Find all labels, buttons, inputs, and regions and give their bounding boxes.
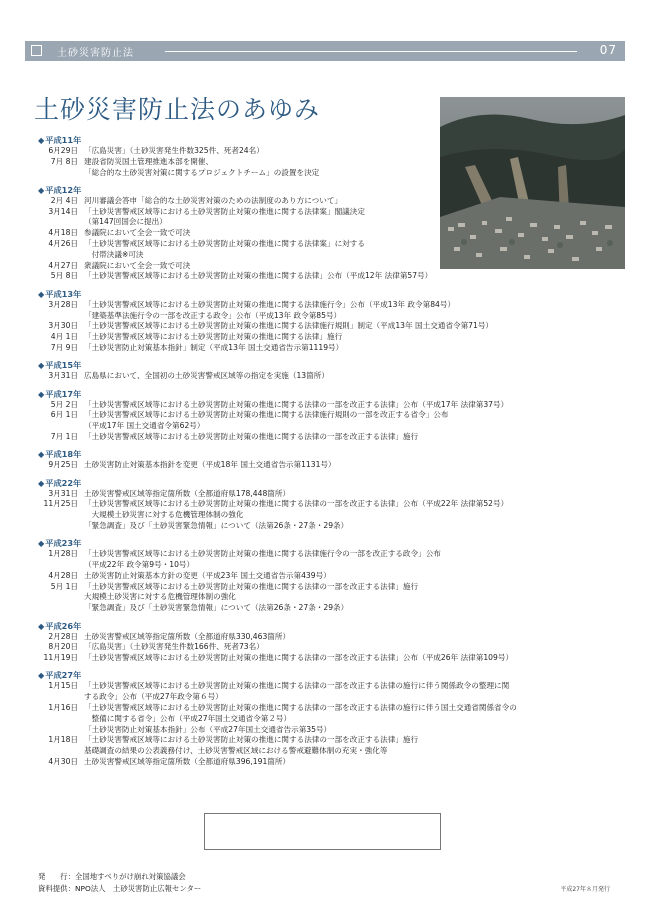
event-line: 「土砂災害警戒区域等における土砂災害防止対策の推進に関する法律の一部を改正する法律の施行に伴う国土交通省関係省令の bbox=[84, 702, 517, 712]
event-date: 4月26日 bbox=[48, 239, 78, 249]
event-date: 4月 1日 bbox=[50, 332, 78, 342]
diamond-bullet-icon: ◆ bbox=[38, 477, 45, 488]
era-heading bbox=[38, 135, 628, 146]
event-description bbox=[84, 207, 365, 229]
event-line: 「土砂災害防止対策基本指針」制定（平成13年 国土交通省告示第1119号） bbox=[84, 342, 344, 352]
event-line: 「建築基準法施行令の一部を改正する政令」公布（平成13年 政令第85号） bbox=[84, 310, 342, 320]
event-date: 4月27日 bbox=[48, 260, 78, 270]
event-line: 「総合的な土砂災害対策に関するプロジェクトチーム」の設置を決定 bbox=[84, 167, 320, 177]
event-line: 「土砂災害警戒区域等における土砂災害防止対策の推進に関する法律施行規則の一部を改正する省令」公布 bbox=[84, 410, 449, 420]
event-line: 土砂災害警戒区域等指定箇所数（全都道府県396,191箇所） bbox=[84, 756, 291, 766]
event-line: 「土砂災害警戒区域等における土砂災害防止対策の推進に関する法律の一部を改正する法律」公布（平成26年 法律第109号） bbox=[84, 653, 514, 663]
event-line: 参議院において全会一致で可決 bbox=[84, 228, 191, 238]
event-date: 4月18日 bbox=[48, 228, 78, 238]
event-description bbox=[84, 400, 508, 411]
section-title: 土砂災害防止法 bbox=[57, 48, 134, 59]
event-description bbox=[84, 300, 455, 322]
event-line: 「土砂災害防止対策基本指針」公布（平成27年国土交通省告示第35号） bbox=[84, 724, 332, 734]
event-date: 11月19日 bbox=[43, 653, 78, 663]
era-heading bbox=[38, 670, 628, 681]
event-date: 11月25日 bbox=[43, 499, 78, 509]
era-section bbox=[38, 621, 628, 664]
event-line: 土砂災害警戒区域等指定箇所数（全都道府県178,448箇所） bbox=[84, 488, 291, 498]
event-date: 3月28日 bbox=[48, 299, 78, 309]
event-description bbox=[84, 757, 290, 768]
event-date: 5月 2日 bbox=[50, 399, 78, 409]
event-date: 3月14日 bbox=[48, 206, 78, 216]
era-section bbox=[38, 538, 628, 614]
timeline-event bbox=[38, 228, 628, 239]
era-heading bbox=[38, 621, 628, 632]
event-date: 1月18日 bbox=[48, 735, 78, 745]
event-line: （平成17年 国土交通省令第62号） bbox=[84, 421, 205, 431]
event-line: （平成22年 政令第9号・10号） bbox=[84, 560, 195, 570]
era-section bbox=[38, 389, 628, 443]
timeline-event bbox=[38, 460, 628, 471]
event-description bbox=[84, 735, 418, 757]
event-date: 4月28日 bbox=[48, 570, 78, 580]
era-heading bbox=[38, 449, 628, 460]
page-number: 07 bbox=[599, 43, 617, 57]
era-label: 平成26年 bbox=[45, 620, 82, 631]
event-date: 8月20日 bbox=[48, 642, 78, 652]
timeline-event bbox=[38, 571, 628, 582]
era-label: 平成13年 bbox=[45, 288, 82, 299]
event-description bbox=[84, 410, 449, 432]
diamond-bullet-icon: ◆ bbox=[38, 670, 45, 681]
event-description bbox=[84, 196, 342, 207]
era-section bbox=[38, 289, 628, 354]
era-section bbox=[38, 360, 628, 382]
event-date: 4月30日 bbox=[48, 756, 78, 766]
timeline-event bbox=[38, 432, 628, 443]
timeline-event bbox=[38, 642, 628, 653]
event-line: 「土砂災害警戒区域等における土砂災害防止対策の推進に関する法律施行規則」制定（平成13年 国土交通省令第71号） bbox=[84, 321, 494, 331]
event-date: 3月31日 bbox=[48, 371, 78, 381]
event-line: 大規模土砂災害に対する危機管理体制の強化 bbox=[84, 592, 236, 602]
event-description bbox=[84, 642, 264, 653]
event-line: 「土砂災害警戒区域等における土砂災害防止対策の推進に関する法律案」に対する bbox=[84, 239, 365, 249]
diamond-bullet-icon: ◆ bbox=[38, 449, 45, 460]
event-description bbox=[84, 681, 509, 703]
event-line: 基礎調査の結果の公表義務付け、土砂災害警戒区域における警戒避難体制の充実・強化等 bbox=[84, 746, 388, 756]
header-divider bbox=[165, 51, 577, 52]
source-line: 資料提供：NPO法人 土砂災害防止広報センター bbox=[38, 883, 202, 893]
event-line: 「土砂災害警戒区域等における土砂災害防止対策の推進に関する法律施行令」公布（平成13年 政令第84号） bbox=[84, 299, 456, 309]
era-label: 平成11年 bbox=[45, 135, 82, 145]
timeline-event bbox=[38, 703, 628, 735]
era-heading bbox=[38, 538, 628, 549]
timeline-event bbox=[38, 300, 628, 322]
event-description bbox=[84, 703, 517, 735]
event-line: 河川審議会答申「総合的な土砂災害対策のための法制度のあり方について」 bbox=[84, 195, 343, 205]
event-description bbox=[84, 343, 343, 354]
diamond-bullet-icon: ◆ bbox=[38, 620, 45, 631]
era-label: 平成22年 bbox=[45, 477, 82, 488]
timeline-event bbox=[38, 400, 628, 411]
event-line: 土砂災害防止対策基本方針の変更（平成23年 国土交通省告示第439号） bbox=[84, 570, 331, 580]
event-description bbox=[84, 489, 290, 500]
timeline-event bbox=[38, 757, 628, 768]
event-line: 「土砂災害警戒区域等における土砂災害防止対策の推進に関する法律の一部を改正する法律」公布（平成22年 法律第52号） bbox=[84, 499, 509, 509]
event-description bbox=[84, 332, 342, 343]
event-date: 6月 1日 bbox=[50, 410, 78, 420]
footer-credits bbox=[38, 871, 201, 894]
event-line: 「土砂災害警戒区域等における土砂災害防止対策の推進に関する法律の一部を改正する法律の施行に伴う関係政令の整理に関 bbox=[84, 681, 510, 691]
event-description bbox=[84, 146, 264, 157]
event-line: 大規模土砂災害に対する危機管理体制の強化 bbox=[84, 510, 244, 520]
era-label: 平成23年 bbox=[45, 538, 82, 549]
event-date: 7月 8日 bbox=[50, 156, 78, 166]
event-line: 「土砂災害警戒区域等における土砂災害防止対策の推進に関する法律の一部を改正する法律」公布（平成17年 法律第37号） bbox=[84, 399, 509, 409]
event-date: 5月 1日 bbox=[50, 581, 78, 591]
event-line: 土砂災害警戒区域等指定箇所数（全都道府県330,463箇所） bbox=[84, 631, 291, 641]
event-description bbox=[84, 432, 418, 443]
event-description bbox=[84, 228, 190, 239]
timeline-event bbox=[38, 632, 628, 643]
timeline-event bbox=[38, 196, 628, 207]
event-line: 「土砂災害警戒区域等における土砂災害防止対策の推進に関する法律」施行 bbox=[84, 332, 343, 342]
timeline-event bbox=[38, 653, 628, 664]
event-line: 「緊急調査」及び「土砂災害緊急情報」について（法第26条・27条・29条） bbox=[84, 520, 349, 530]
timeline-event bbox=[38, 343, 628, 354]
event-line: 「緊急調査」及び「土砂災害緊急情報」について（法第26条・27条・29条） bbox=[84, 603, 349, 613]
timeline-event bbox=[38, 582, 628, 614]
diamond-bullet-icon: ◆ bbox=[38, 388, 45, 399]
event-date: 3月30日 bbox=[48, 321, 78, 331]
event-date: 2月 4日 bbox=[50, 195, 78, 205]
event-line: 「土砂災害警戒区域等における土砂災害防止対策の推進に関する法律の一部を改正する法律」施行 bbox=[84, 431, 419, 441]
event-line: 衆議院において全会一致で可決 bbox=[84, 260, 191, 270]
square-icon bbox=[31, 45, 42, 56]
era-section bbox=[38, 185, 628, 282]
era-label: 平成15年 bbox=[45, 360, 82, 371]
event-line: 広島県において、全国初の土砂災害警戒区域等の指定を実施（13箇所） bbox=[84, 371, 329, 381]
timeline-event bbox=[38, 681, 628, 703]
timeline-event bbox=[38, 549, 628, 571]
diamond-bullet-icon: ◆ bbox=[38, 184, 45, 195]
timeline-event bbox=[38, 146, 628, 157]
event-description bbox=[84, 157, 319, 179]
event-line: （第147回国会に提出） bbox=[84, 217, 167, 227]
event-line: 「土砂災害警戒区域等における土砂災害防止対策の推進に関する法律の一部を改正する法律」施行 bbox=[84, 735, 419, 745]
timeline-event bbox=[38, 261, 628, 272]
event-date: 9月25日 bbox=[48, 460, 78, 470]
timeline-event bbox=[38, 735, 628, 757]
event-description bbox=[84, 239, 365, 261]
diamond-bullet-icon: ◆ bbox=[38, 288, 45, 299]
event-line: する政令」公布（平成27年政令第６号） bbox=[84, 692, 223, 702]
era-section bbox=[38, 670, 628, 767]
event-description bbox=[84, 321, 493, 332]
event-line: 「広島災害」（土砂災害発生件数325件、死者24名） bbox=[84, 146, 264, 155]
event-line: 「広島災害」（土砂災害発生件数166件、死者73名） bbox=[84, 642, 264, 652]
event-description bbox=[84, 460, 336, 471]
era-label: 平成18年 bbox=[45, 449, 82, 460]
timeline-event bbox=[38, 321, 628, 332]
era-heading bbox=[38, 185, 628, 196]
history-timeline bbox=[38, 135, 628, 774]
event-date: 5月 8日 bbox=[50, 271, 78, 281]
event-date: 3月31日 bbox=[48, 488, 78, 498]
publisher-line: 発 行：全国地すべりがけ崩れ対策協議会 bbox=[38, 872, 186, 881]
event-line: 土砂災害防止対策基本指針を変更（平成18年 国土交通省告示第1131号） bbox=[84, 460, 336, 470]
event-description bbox=[84, 261, 190, 272]
era-section bbox=[38, 478, 628, 532]
event-date: 1月28日 bbox=[48, 549, 78, 559]
era-section bbox=[38, 135, 628, 178]
event-date: 2月28日 bbox=[48, 631, 78, 641]
timeline-event bbox=[38, 271, 628, 282]
event-date: 1月15日 bbox=[48, 681, 78, 691]
era-label: 平成27年 bbox=[45, 670, 82, 681]
event-description bbox=[84, 632, 290, 643]
timeline-event bbox=[38, 239, 628, 261]
event-description bbox=[84, 271, 432, 282]
timeline-event bbox=[38, 410, 628, 432]
issue-date: 平成27年８月発行 bbox=[560, 886, 610, 893]
section-header-bar bbox=[25, 41, 625, 61]
event-description bbox=[84, 549, 441, 571]
event-date: 1月16日 bbox=[48, 702, 78, 712]
event-line: 「土砂災害警戒区域等における土砂災害防止対策の推進に関する法律の一部を改正する法律」施行 bbox=[84, 581, 419, 591]
era-heading bbox=[38, 478, 628, 489]
page-title: 土砂災害防止法のあゆみ bbox=[34, 95, 321, 124]
timeline-event bbox=[38, 371, 628, 382]
event-description bbox=[84, 653, 513, 664]
event-line: 付帯決議※可決 bbox=[84, 249, 144, 259]
event-line: 建設省防災国土管理推進本部を開催、 bbox=[84, 156, 214, 166]
event-line: 「土砂災害警戒区域等における土砂災害防止対策の推進に関する法律」公布（平成12年 法律第57号） bbox=[84, 271, 433, 281]
timeline-event bbox=[38, 157, 628, 179]
timeline-event bbox=[38, 489, 628, 500]
event-date: 6月29日 bbox=[48, 146, 78, 155]
timeline-event bbox=[38, 499, 628, 531]
timeline-event bbox=[38, 207, 628, 229]
event-description bbox=[84, 571, 331, 582]
event-date: 7月 9日 bbox=[50, 342, 78, 352]
era-heading bbox=[38, 360, 628, 371]
era-label: 平成17年 bbox=[45, 388, 82, 399]
blank-stamp-box bbox=[204, 813, 441, 850]
era-section bbox=[38, 449, 628, 471]
event-line: 「土砂災害警戒区域等における土砂災害防止対策の推進に関する法律案」閣議決定 bbox=[84, 206, 365, 216]
event-line: 「土砂災害警戒区域等における土砂災害防止対策の推進に関する法律施行令の一部を改正する政令」公布 bbox=[84, 549, 441, 559]
diamond-bullet-icon: ◆ bbox=[38, 135, 45, 145]
event-description bbox=[84, 582, 418, 614]
event-description bbox=[84, 499, 508, 531]
event-description bbox=[84, 371, 329, 382]
diamond-bullet-icon: ◆ bbox=[38, 360, 45, 371]
era-heading bbox=[38, 389, 628, 400]
diamond-bullet-icon: ◆ bbox=[38, 538, 45, 549]
timeline-event bbox=[38, 332, 628, 343]
event-date: 7月 1日 bbox=[50, 431, 78, 441]
event-line: 整備に関する省令」公布（平成27年国土交通省令第２号） bbox=[84, 713, 292, 723]
era-label: 平成12年 bbox=[45, 184, 82, 195]
era-heading bbox=[38, 289, 628, 300]
